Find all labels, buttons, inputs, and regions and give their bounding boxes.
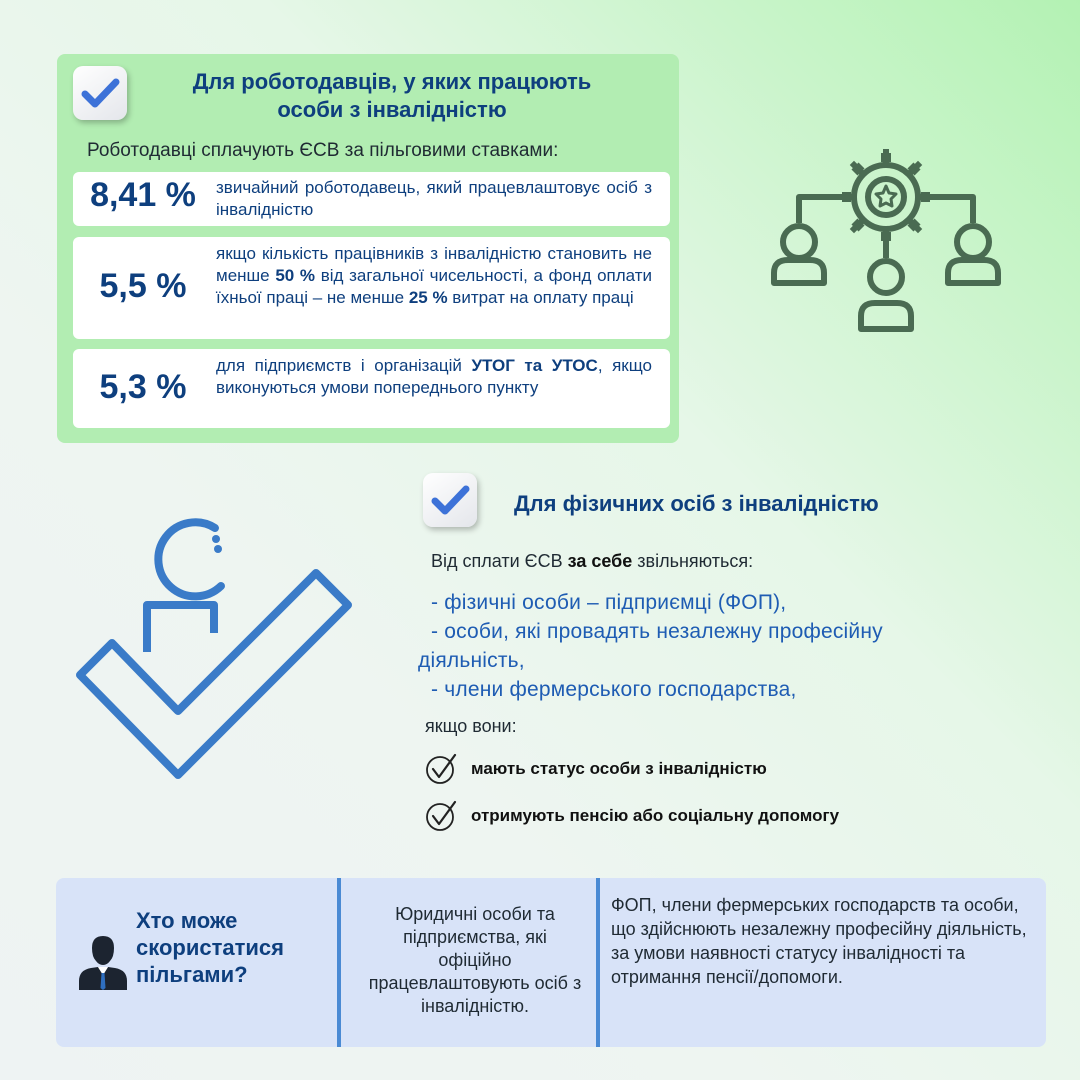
benefit-question xyxy=(136,907,316,988)
rate-value: 5,3 % xyxy=(99,368,187,406)
individuals-title: Для фізичних осіб з інвалідністю xyxy=(514,491,879,516)
rate-text-highlight: УТОГ та УТОС xyxy=(471,356,598,375)
rate-text-segment: якщо кількість працівників з інвалідністю становить не менше xyxy=(216,244,652,285)
rate-description xyxy=(216,355,652,399)
rate-text-highlight: 25 % xyxy=(408,288,448,307)
list-item: діяльність, xyxy=(418,649,525,672)
businessman-icon xyxy=(78,935,128,990)
employers-panel xyxy=(57,54,679,443)
person-checkmark-icon xyxy=(70,505,370,795)
column-divider xyxy=(337,878,341,1047)
individuals-eligibility-text: ФОП, члени фермерських господарств та особи, що здійснюють незалежну професійну діяльність, за умови наявності статусу інвалідності та отримання пенсії/допомоги. xyxy=(611,895,1027,987)
conditions-intro: якщо вони: xyxy=(425,716,517,736)
rate-text-segment: від загальної чисельності, а фонд оплати їхньої праці – не менше xyxy=(216,266,653,307)
rate-description: звичайний роботодавець, який працевлаштовує осіб з інвалідністю xyxy=(216,178,652,219)
gear-team-hierarchy-icon xyxy=(766,143,1006,338)
column-divider xyxy=(596,878,600,1047)
rate-card xyxy=(73,172,670,226)
rate-text-segment: для підприємств і організацій xyxy=(216,356,472,375)
rate-text-segment: витрат на оплату праці xyxy=(447,288,634,307)
individuals-intro xyxy=(431,551,753,572)
exempt-list xyxy=(418,588,1031,704)
condition-text: мають статус особи з інвалідністю xyxy=(471,759,767,778)
question-text: Хто може скористатися пільгами? xyxy=(136,908,284,987)
checkbox-checked-icon xyxy=(73,66,127,120)
rate-card xyxy=(73,237,670,339)
list-item: - члени фермерського господарства, xyxy=(431,678,797,701)
rate-card xyxy=(73,349,670,428)
rate-text-highlight: 50 % xyxy=(275,266,316,285)
rate-text-segment: , якщо виконуються умови попереднього пункту xyxy=(216,356,652,397)
condition-text: отримують пенсію або соціальну допомогу xyxy=(471,806,840,825)
intro-text: Від сплати ЄСВ xyxy=(431,551,568,571)
rate-description xyxy=(216,243,652,309)
legal-entities-text: Юридичні особи та підприємства, які офіційно працевлаштовують осіб з інвалідністю. xyxy=(368,904,582,1016)
list-item: - фізичні особи – підприємці (ФОП), xyxy=(431,591,787,614)
intro-text: звільняються: xyxy=(632,551,754,571)
rate-value: 5,5 % xyxy=(99,267,187,305)
intro-highlight: за себе xyxy=(567,551,633,571)
circle-check-icon xyxy=(425,752,459,786)
employers-intro: Роботодавці сплачують ЄСВ за пільговими ставками: xyxy=(87,140,559,161)
employers-title: Для роботодавців, у яких працюють особи з інвалідністю xyxy=(192,69,592,122)
checkbox-checked-icon xyxy=(423,473,477,527)
circle-check-icon xyxy=(425,799,459,833)
who-can-benefit-panel xyxy=(56,878,1046,1047)
rate-value: 8,41 % xyxy=(90,176,196,214)
list-item: - особи, які провадять незалежну професійну xyxy=(431,620,883,643)
